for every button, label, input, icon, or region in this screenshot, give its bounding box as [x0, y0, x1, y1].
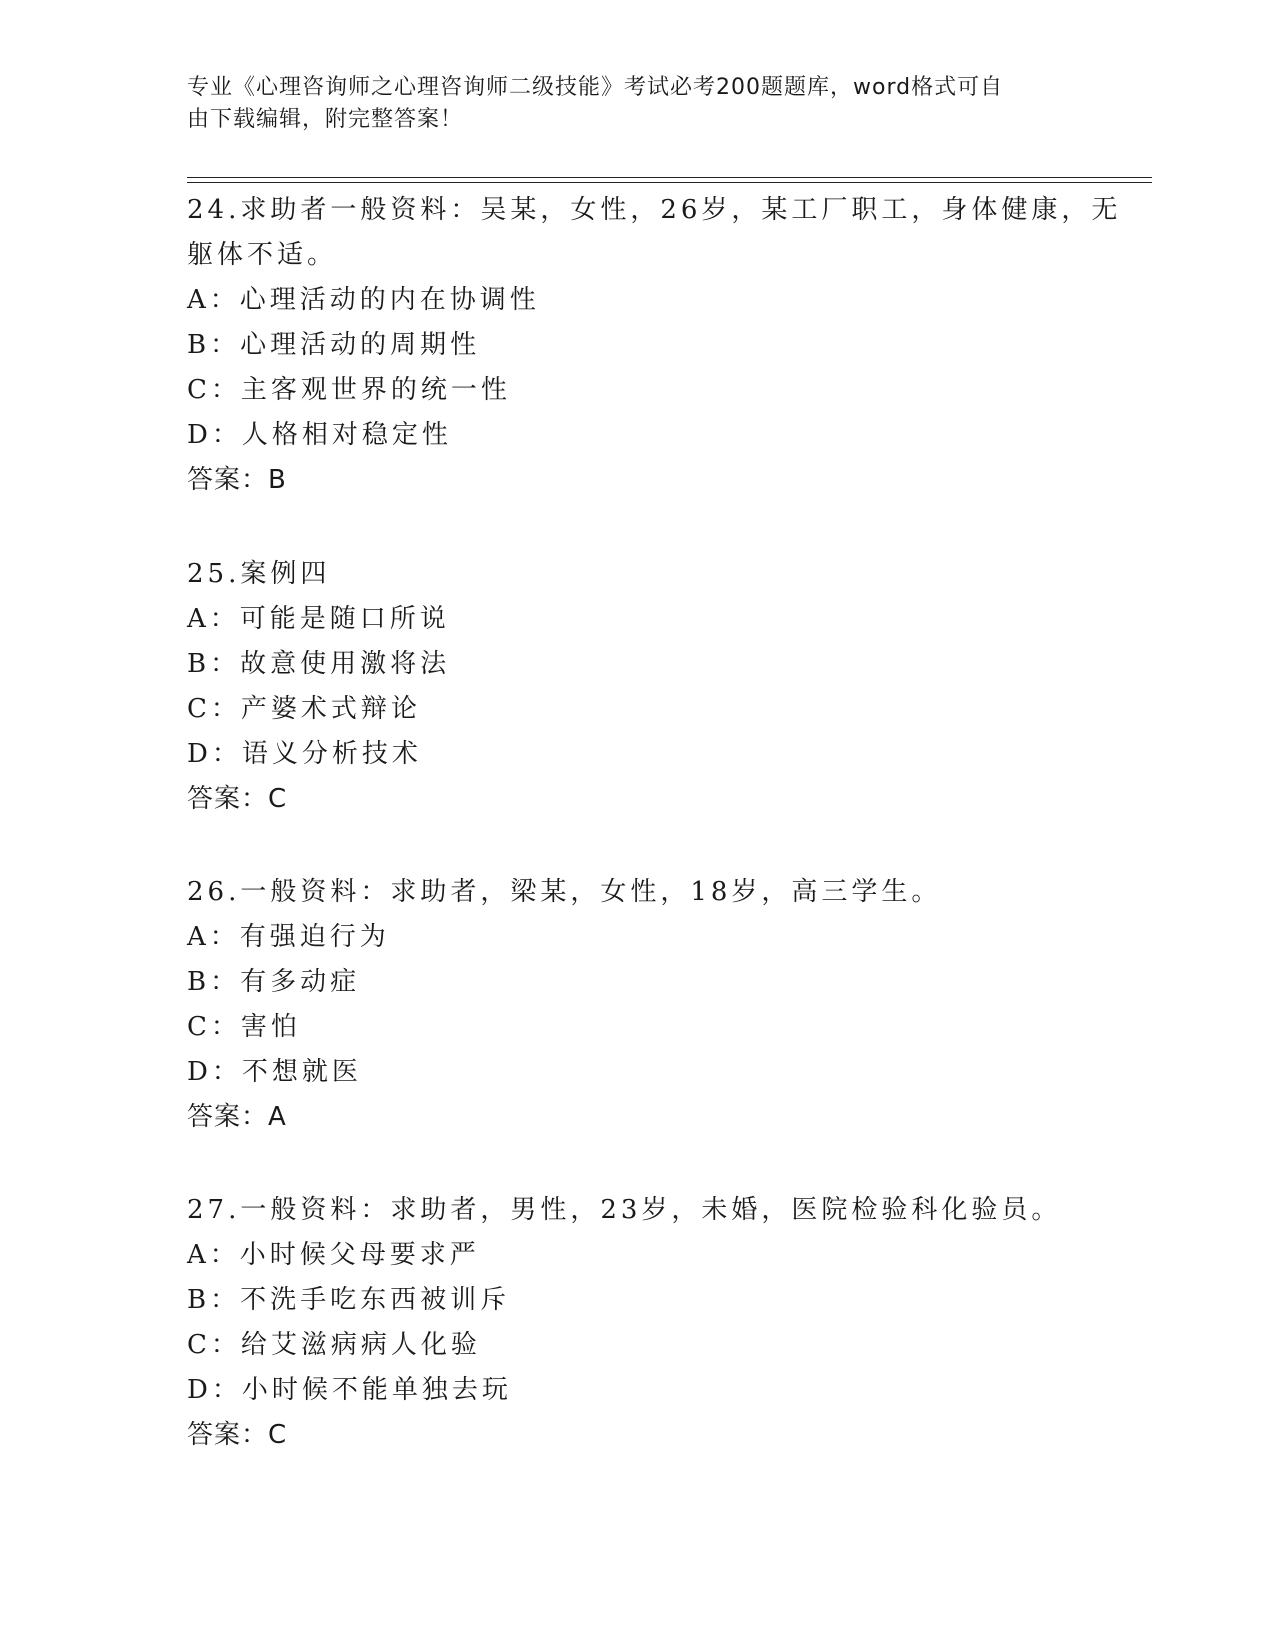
option-a: A：小时候父母要求严 [187, 1240, 480, 1270]
option-d: D：小时候不能单独去玩 [187, 1375, 512, 1405]
option-d: D：语义分析技术 [187, 739, 422, 769]
option-a: A：可能是随口所说 [187, 604, 450, 634]
option-b: B：心理活动的周期性 [187, 330, 481, 360]
question-26 [187, 870, 1087, 1140]
answer-line: 答案：B [187, 465, 287, 495]
option-b: B：有多动症 [187, 967, 361, 997]
question-stem: 25.案例四 [187, 559, 331, 589]
question-stem: 24.求助者一般资料：吴某，女性，26岁，某工厂职工，身体健康，无 [187, 195, 1122, 225]
question-stem: 27.一般资料：求助者，男性，23岁，未婚，医院检验科化验员。 [187, 1195, 1062, 1225]
header-divider-top [187, 177, 1152, 178]
option-c: C：给艾滋病病人化验 [187, 1330, 481, 1360]
question-27 [187, 1188, 1087, 1458]
option-c: C：主客观世界的统一性 [187, 375, 511, 405]
option-d: D：不想就医 [187, 1057, 362, 1087]
header-line-1: 专业《心理咨询师之心理咨询师二级技能》考试必考200题题库，word格式可自 [187, 75, 1004, 100]
header-divider-bottom [187, 182, 1152, 183]
option-b: B：不洗手吃东西被训斥 [187, 1285, 511, 1315]
option-c: C：产婆术式辩论 [187, 694, 421, 724]
question-stem: 躯体不适。 [187, 240, 338, 270]
option-a: A：有强迫行为 [187, 922, 390, 952]
header-line-2: 由下载编辑，附完整答案！ [187, 107, 464, 132]
answer-line: 答案：A [187, 1102, 287, 1132]
question-25 [187, 552, 1087, 822]
question-stem: 26.一般资料：求助者，梁某，女性，18岁，高三学生。 [187, 877, 942, 907]
option-a: A：心理活动的内在协调性 [187, 285, 540, 315]
option-c: C：害怕 [187, 1012, 301, 1042]
answer-line: 答案：C [187, 784, 288, 814]
option-b: B：故意使用激将法 [187, 649, 451, 679]
document-header [187, 72, 1067, 136]
answer-line: 答案：C [187, 1420, 288, 1450]
option-d: D：人格相对稳定性 [187, 420, 452, 450]
question-24 [187, 188, 1122, 503]
